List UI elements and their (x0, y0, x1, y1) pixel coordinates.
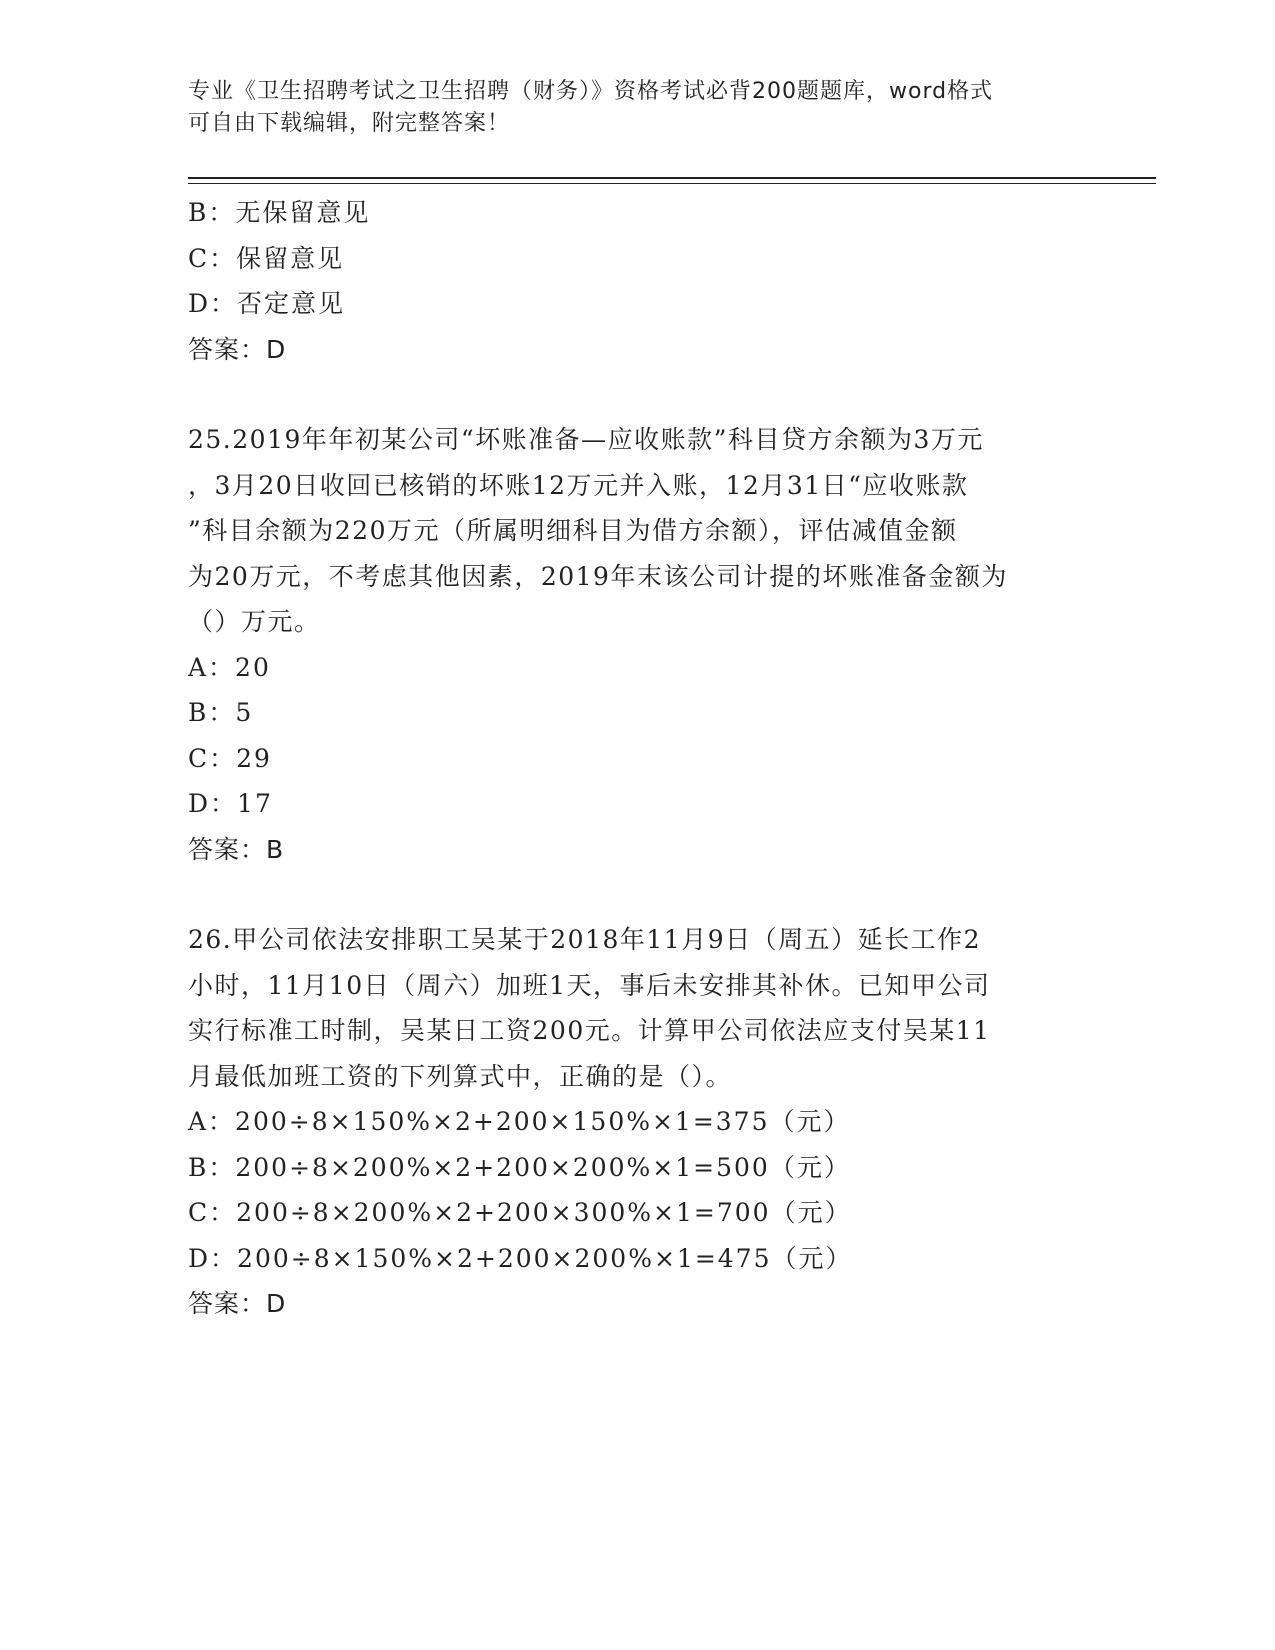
option-c: C：29 (188, 743, 272, 773)
question-24-continuation (188, 190, 1088, 372)
option-d: D：200÷8×150%×2+200×200%×1=475（元） (188, 1243, 853, 1273)
option-b: B：无保留意见 (188, 198, 371, 227)
option-a: A：200÷8×150%×2+200×150%×1=375（元） (188, 1107, 851, 1136)
option-d: D：否定意见 (188, 289, 346, 318)
stem-line: 26.甲公司依法安排职工吴某于2018年11月9日（周五）延长工作2 (188, 925, 982, 954)
header-line-2: 可自由下载编辑，附完整答案！ (188, 111, 511, 136)
stem-line: 月最低加班工资的下列算式中，正确的是（）。 (188, 1061, 733, 1091)
option-d: D：17 (188, 789, 273, 818)
stem-line: 25.2019年年初某公司“坏账准备—应收账款”科目贷方余额为3万元 (188, 425, 984, 454)
question-stem (188, 417, 1088, 645)
header-line-1: 专业《卫生招聘考试之卫生招聘（财务）》资格考试必背200题题库，word格式 (188, 79, 994, 104)
stem-line: 小时，11月10日（周六）加班1天，事后未安排其补休。已知甲公司 (188, 970, 991, 1000)
header-divider-thin (188, 183, 1156, 184)
document-header (188, 76, 1068, 140)
answer-line: 答案：D (188, 334, 287, 364)
option-b: B：5 (188, 698, 254, 727)
option-c: C：200÷8×200%×2+200×300%×1=700（元） (188, 1198, 852, 1227)
stem-line: ”科目余额为220万元（所属明细科目为借方余额），评估减值金额 (188, 516, 958, 545)
stem-line: 为20万元，不考虑其他因素，2019年末该公司计提的坏账准备金额为 (188, 561, 1008, 591)
option-a: A：20 (188, 652, 271, 682)
header-divider-thick (188, 177, 1156, 179)
question-26 (188, 917, 1088, 1327)
answer-line: 答案：B (188, 834, 285, 864)
answer-line: 答案：D (188, 1289, 287, 1318)
stem-line: ，3月20日收回已核销的坏账12万元并入账，12月31日“应收账款 (188, 470, 969, 500)
stem-line: 实行标准工时制，吴某日工资200元。计算甲公司依法应支付吴某11 (188, 1016, 991, 1045)
spacer (188, 372, 1088, 417)
question-25 (188, 417, 1088, 872)
spacer (188, 872, 1088, 917)
stem-line: （）万元。 (188, 607, 321, 636)
option-b: B：200÷8×200%×2+200×200%×1=500（元） (188, 1152, 851, 1182)
document-body (188, 190, 1088, 1327)
option-c: C：保留意见 (188, 243, 345, 273)
question-stem (188, 917, 1088, 1099)
